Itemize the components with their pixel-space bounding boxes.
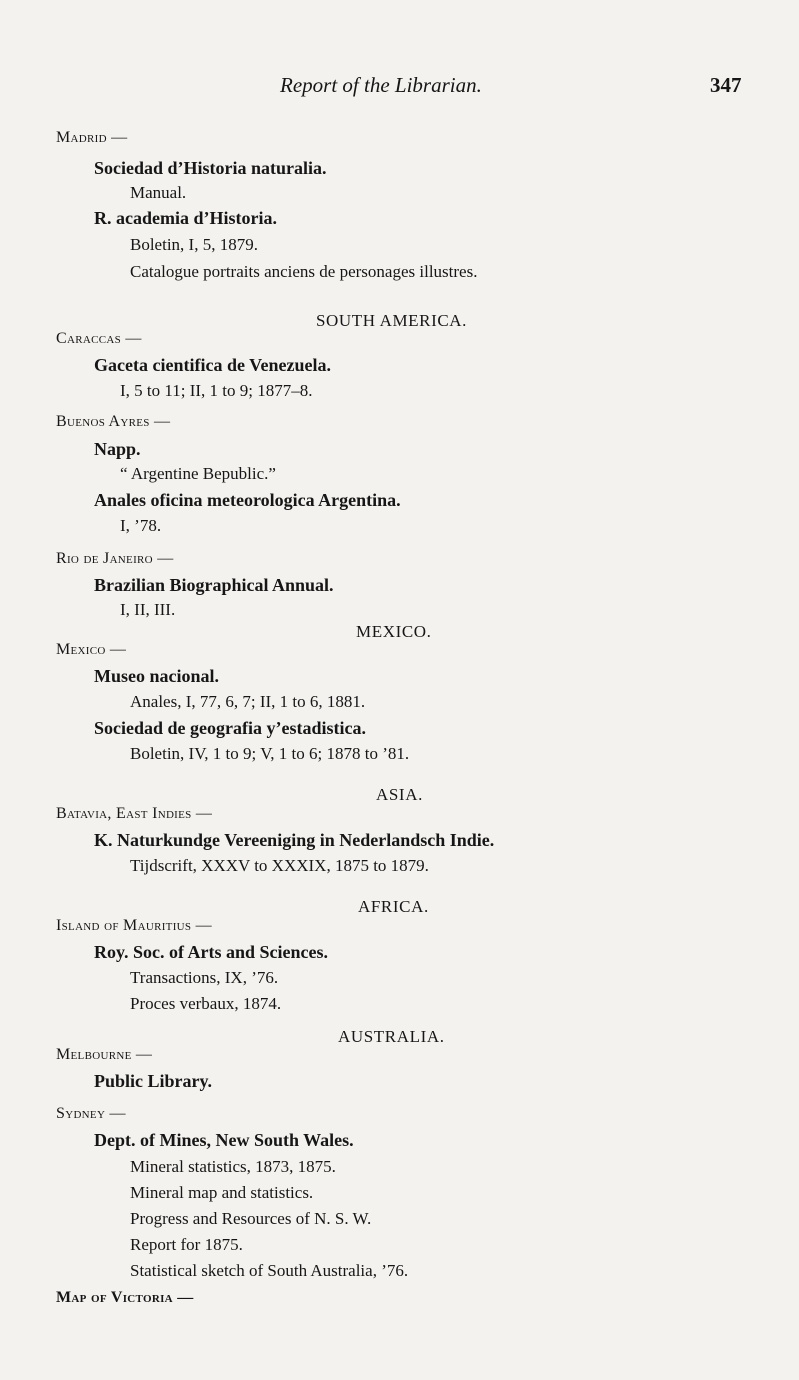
entry-title: Sociedad de geografia y’estadistica.: [94, 718, 366, 738]
place-heading-batavia: Batavia, East Indies —: [56, 805, 213, 822]
entry-title: Museo nacional.: [94, 666, 220, 686]
section-heading-africa: AFRICA.: [358, 897, 429, 916]
entry-item: Catalogue portraits anciens de personages illustres.: [130, 262, 478, 281]
entry-item: Mineral statistics, 1873, 1875.: [130, 1157, 336, 1176]
entry-item: Statistical sketch of South Australia, ’76.: [130, 1261, 409, 1280]
entry-title: R. academia d’Historia.: [94, 208, 277, 228]
entry-item: Mineral map and statistics.: [130, 1183, 314, 1202]
entry-item: Boletin, I, 5, 1879.: [130, 235, 258, 254]
entry-title: K. Naturkundge Vereeniging in Nederlandsch Indie.: [94, 830, 495, 850]
place-heading-rio-de-janeiro: Rio de Janeiro —: [56, 550, 174, 567]
place-heading-buenos-ayres: Buenos Ayres —: [56, 413, 171, 430]
entry-title: Napp.: [94, 439, 141, 459]
entry-item: I, ’78.: [120, 516, 162, 535]
place-heading-map-of-victoria: Map of Victoria —: [56, 1289, 194, 1306]
page-number: 347: [710, 73, 742, 97]
entry-title: Roy. Soc. of Arts and Sciences.: [94, 942, 328, 962]
place-heading-caraccas: Caraccas —: [56, 330, 142, 347]
entry-item: Report for 1875.: [130, 1235, 243, 1254]
section-heading-asia: ASIA.: [376, 785, 423, 804]
section-heading-australia: AUSTRALIA.: [338, 1027, 445, 1046]
entry-title: Dept. of Mines, New South Wales.: [94, 1130, 354, 1150]
entry-item: Transactions, IX, ’76.: [130, 968, 279, 987]
entry-item: Boletin, IV, 1 to 9; V, 1 to 6; 1878 to ’81.: [130, 744, 410, 763]
place-heading-mexico: Mexico —: [56, 641, 127, 658]
place-heading-melbourne: Melbourne —: [56, 1046, 153, 1063]
entry-title: Anales oficina meteorologica Argentina.: [94, 490, 401, 510]
entry-item: “ Argentine Bepublic.”: [120, 464, 276, 483]
place-heading-madrid: Madrid —: [56, 129, 128, 146]
entry-title: Sociedad d’Historia naturalia.: [94, 158, 327, 178]
entry-item: I, II, III.: [120, 600, 176, 619]
entry-item: I, 5 to 11; II, 1 to 9; 1877–8.: [120, 381, 313, 400]
entry-item: Proces verbaux, 1874.: [130, 994, 282, 1013]
place-heading-mauritius: Island of Mauritius —: [56, 917, 212, 934]
running-title: Report of the Librarian.: [280, 73, 482, 97]
section-heading-south-america: SOUTH AMERICA.: [316, 311, 468, 330]
entry-title: Brazilian Biographical Annual.: [94, 575, 334, 595]
entry-item: Manual.: [130, 183, 187, 202]
section-heading-mexico: MEXICO.: [356, 622, 432, 641]
entry-title: Public Library.: [94, 1071, 213, 1091]
entry-item: Anales, I, 77, 6, 7; II, 1 to 6, 1881.: [130, 692, 366, 711]
entry-item: Progress and Resources of N. S. W.: [130, 1209, 372, 1228]
place-heading-sydney: Sydney —: [56, 1105, 126, 1122]
entry-item: Tijdscrift, XXXV to XXXIX, 1875 to 1879.: [130, 856, 429, 875]
entry-title: Gaceta cientifica de Venezuela.: [94, 355, 331, 375]
